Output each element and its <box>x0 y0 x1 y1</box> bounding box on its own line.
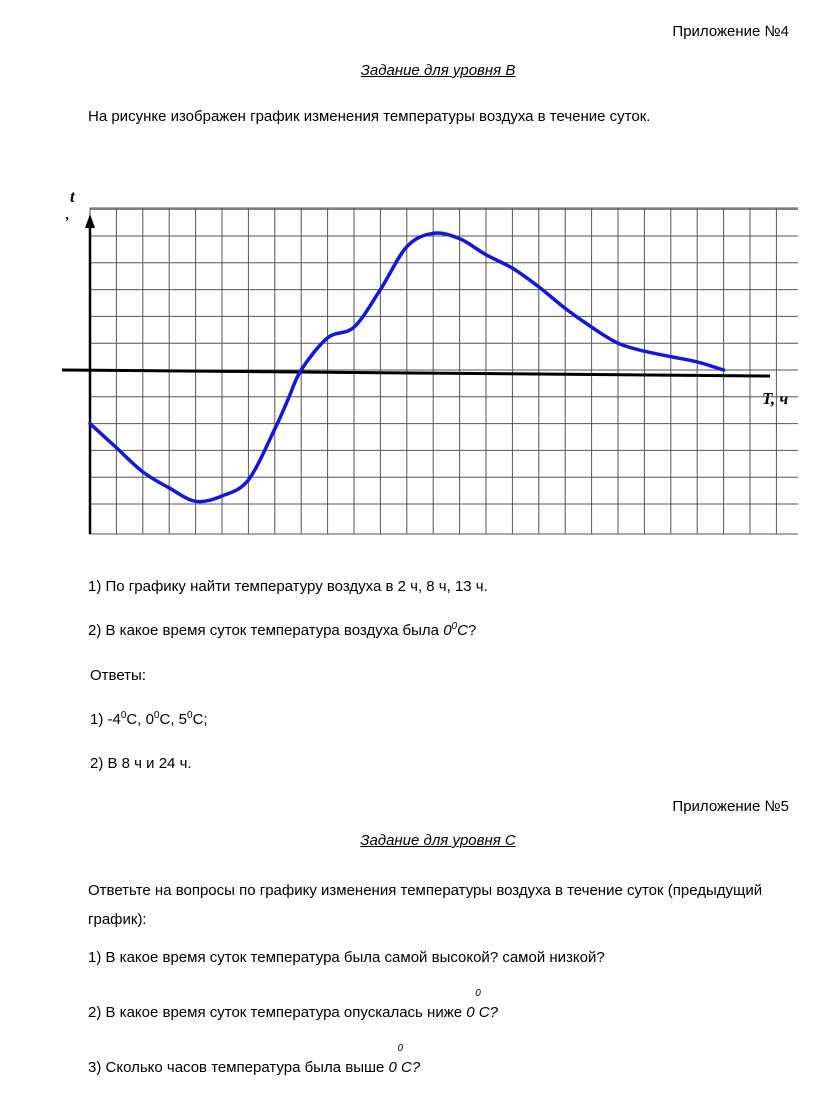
question-c-3-text: 3) Сколько часов температура была выше <box>88 1059 389 1076</box>
question-b-2-text: 2) В какое время суток температура воздуха была <box>88 622 444 639</box>
appendix-4-label: Приложение №4 <box>672 23 789 40</box>
answer-1-degree: 0 <box>187 710 193 721</box>
level-c-heading: Задание для уровня C <box>360 832 516 849</box>
y-axis-label-comma: , <box>66 208 70 223</box>
answer-1-part: С, 0 <box>126 711 154 728</box>
question-c-3 <box>88 1043 421 1078</box>
y-axis-label: t <box>70 187 75 206</box>
level-c-intro: Ответьте на вопросы по графику изменения температуры воздуха в течение суток (предыдущий график): <box>88 882 763 928</box>
answer-1-part: С, 5 <box>159 711 187 728</box>
level-b-intro: На рисунке изображен график изменения температуры воздуха в течение суток. <box>88 108 651 125</box>
question-c-2-value: 0 С? <box>466 1004 498 1021</box>
answer-1 <box>90 710 208 730</box>
question-c-1: 1) В какое время суток температура была самой высокой? самой низкой? <box>88 949 605 966</box>
level-b-heading: Задание для уровня B <box>360 62 516 79</box>
answer-1-part: 1) -4 <box>90 711 121 728</box>
appendix-5-label: Приложение №5 <box>672 798 789 815</box>
question-b-2-degree: 0 <box>451 621 458 632</box>
answer-1-degree: 0 <box>153 710 160 721</box>
x-axis <box>62 370 770 376</box>
question-c-2-text: 2) В какое время суток температура опускалась ниже <box>88 1004 467 1021</box>
question-c-3-value: 0 С? <box>388 1059 421 1076</box>
question-b-1: 1) По графику найти температуру воздуха в 2 ч, 8 ч, 13 ч. <box>88 578 488 595</box>
answer-1-part: С; <box>192 711 208 728</box>
question-b-2-mark: ? <box>467 622 477 639</box>
question-b-2 <box>88 621 476 641</box>
answers-label: Ответы: <box>90 667 147 684</box>
question-b-2-unit: C <box>457 622 468 639</box>
answer-2: 2) В 8 ч и 24 ч. <box>90 755 192 772</box>
question-c-3-degree: 0 <box>397 1043 404 1054</box>
question-c-2 <box>88 988 498 1023</box>
x-axis-label: T, ч <box>762 389 789 408</box>
question-b-2-zero: 0 <box>443 622 452 639</box>
y-axis-arrow <box>85 214 95 228</box>
answer-1-degree: 0 <box>120 710 127 721</box>
question-c-2-degree: 0 <box>475 988 481 999</box>
